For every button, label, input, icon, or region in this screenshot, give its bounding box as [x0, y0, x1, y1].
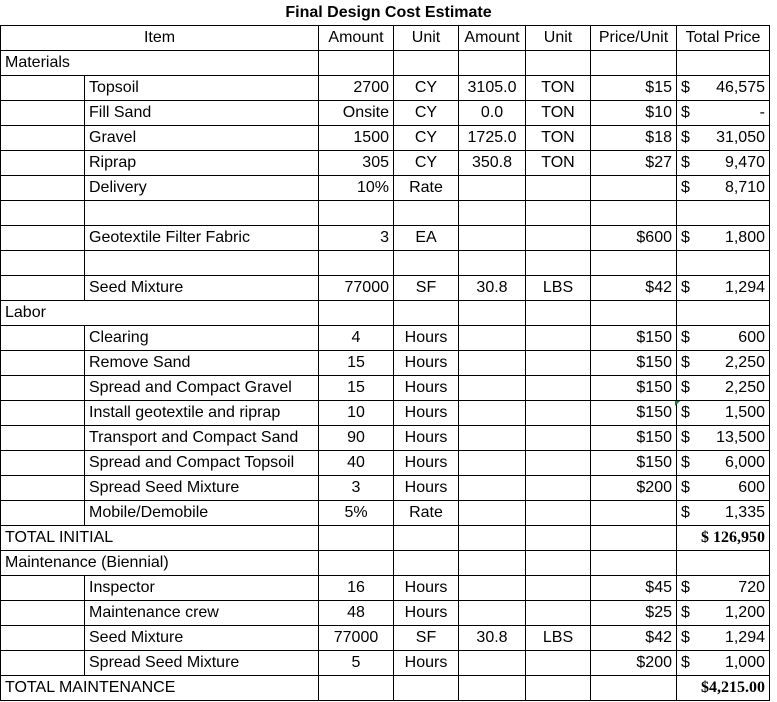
amount-cell: 5 [319, 651, 394, 676]
empty-cell [459, 201, 526, 226]
section-label: Maintenance (Biennial) [1, 551, 319, 576]
price-unit-cell: $200 [591, 651, 677, 676]
header-amount2: Amount [459, 26, 526, 51]
amount2-cell: 350.8 [459, 151, 526, 176]
total-price-cell [677, 101, 770, 126]
total-label: TOTAL INITIAL [1, 526, 319, 551]
unit2-cell [526, 576, 591, 601]
table-row [1, 576, 770, 601]
total-value: $ 126,950 [677, 526, 770, 551]
amount-cell: 10 [319, 401, 394, 426]
amount-cell: 40 [319, 451, 394, 476]
empty-cell [394, 301, 459, 326]
amount2-cell [459, 226, 526, 251]
price-unit-cell: $45 [591, 576, 677, 601]
unit2-cell [526, 426, 591, 451]
item-name: Install geotextile and riprap [85, 401, 319, 426]
item-name: Fill Sand [85, 101, 319, 126]
unit-cell: EA [394, 226, 459, 251]
total-price-value: 720 [738, 579, 765, 596]
unit2-cell: LBS [526, 626, 591, 651]
unit2-cell [526, 501, 591, 526]
header-total-price: Total Price [677, 26, 770, 51]
blank-row [1, 201, 770, 226]
amount-cell: 5% [319, 501, 394, 526]
currency-symbol: $ [681, 354, 690, 371]
item-name: Seed Mixture [85, 276, 319, 301]
table-row [1, 426, 770, 451]
item-name: Spread Seed Mixture [85, 651, 319, 676]
amount-cell: 4 [319, 326, 394, 351]
table-row [1, 376, 770, 401]
currency-symbol: $ [681, 579, 690, 596]
empty-cell [85, 251, 319, 276]
header-unit2: Unit [526, 26, 591, 51]
indent-cell [1, 451, 85, 476]
indent-cell [1, 501, 85, 526]
total-price-cell [677, 401, 770, 426]
amount-cell: 48 [319, 601, 394, 626]
empty-cell [459, 551, 526, 576]
total-value: $4,215.00 [677, 676, 770, 701]
empty-cell [677, 251, 770, 276]
unit-cell: Hours [394, 651, 459, 676]
unit2-cell: TON [526, 76, 591, 101]
total-price-value: 46,575 [716, 79, 765, 96]
empty-cell [526, 526, 591, 551]
indent-cell [1, 476, 85, 501]
table-row [1, 351, 770, 376]
item-name: Geotextile Filter Fabric [85, 226, 319, 251]
section-label: Materials [1, 51, 319, 76]
item-name: Topsoil [85, 76, 319, 101]
price-unit-cell: $600 [591, 226, 677, 251]
cell-comment-marker [675, 401, 680, 406]
price-unit-cell: $150 [591, 326, 677, 351]
price-unit-cell: $150 [591, 401, 677, 426]
price-unit-cell: $150 [591, 426, 677, 451]
item-name: Transport and Compact Sand [85, 426, 319, 451]
amount-cell: 2700 [319, 76, 394, 101]
currency-symbol: $ [681, 79, 690, 96]
total-price-value: 8,710 [724, 179, 765, 196]
empty-cell [319, 676, 394, 701]
header-price-unit: Price/Unit [591, 26, 677, 51]
currency-symbol: $ [681, 279, 690, 296]
total-price-value: 600 [738, 479, 765, 496]
empty-cell [394, 201, 459, 226]
empty-cell [591, 201, 677, 226]
price-unit-cell: $27 [591, 151, 677, 176]
empty-cell [677, 201, 770, 226]
amount2-cell [459, 401, 526, 426]
total-price-cell [677, 376, 770, 401]
unit-cell: Hours [394, 426, 459, 451]
sheet-title: Final Design Cost Estimate [285, 4, 492, 21]
currency-symbol: $ [681, 604, 690, 621]
unit-cell: Hours [394, 451, 459, 476]
total-price-value: 1,294 [724, 629, 765, 646]
total-price-cell [677, 501, 770, 526]
empty-cell [319, 526, 394, 551]
indent-cell [1, 76, 85, 101]
empty-cell [591, 51, 677, 76]
total-initial-row [1, 526, 770, 551]
price-unit-cell: $10 [591, 101, 677, 126]
table-row [1, 151, 770, 176]
unit2-cell [526, 326, 591, 351]
unit2-cell [526, 351, 591, 376]
currency-symbol: $ [681, 479, 690, 496]
amount-cell: 3 [319, 476, 394, 501]
table-row [1, 176, 770, 201]
empty-cell [394, 251, 459, 276]
indent-cell [1, 351, 85, 376]
table-row [1, 326, 770, 351]
price-unit-cell: $42 [591, 276, 677, 301]
section-label: Labor [1, 301, 319, 326]
unit-cell: CY [394, 151, 459, 176]
header-row [1, 26, 770, 51]
total-price-cell [677, 151, 770, 176]
currency-symbol: $ [681, 629, 690, 646]
total-price-cell [677, 176, 770, 201]
currency-symbol: $ [681, 154, 690, 171]
unit-cell: CY [394, 76, 459, 101]
currency-symbol: $ [681, 504, 690, 521]
total-price-cell [677, 326, 770, 351]
amount2-cell [459, 476, 526, 501]
total-price-value: 1,800 [724, 229, 765, 246]
amount2-cell [459, 601, 526, 626]
currency-symbol: $ [681, 229, 690, 246]
empty-cell [591, 551, 677, 576]
empty-cell [319, 201, 394, 226]
table-row [1, 626, 770, 651]
unit-cell: Hours [394, 601, 459, 626]
amount2-cell [459, 376, 526, 401]
item-name: Inspector [85, 576, 319, 601]
item-name: Gravel [85, 126, 319, 151]
total-price-value: 13,500 [716, 429, 765, 446]
unit2-cell: TON [526, 151, 591, 176]
unit-cell: CY [394, 126, 459, 151]
currency-symbol: $ [681, 454, 690, 471]
item-name: Maintenance crew [85, 601, 319, 626]
item-name: Seed Mixture [85, 626, 319, 651]
indent-cell [1, 126, 85, 151]
currency-symbol: $ [681, 329, 690, 346]
empty-cell [526, 676, 591, 701]
amount2-cell [459, 576, 526, 601]
empty-cell [526, 251, 591, 276]
section-materials [1, 51, 770, 76]
unit2-cell [526, 451, 591, 476]
unit-cell: SF [394, 276, 459, 301]
total-price-cell [677, 76, 770, 101]
amount-cell: 15 [319, 351, 394, 376]
table-row [1, 476, 770, 501]
amount2-cell [459, 451, 526, 476]
currency-symbol: $ [681, 404, 690, 421]
total-price-cell [677, 601, 770, 626]
table-row [1, 601, 770, 626]
table-row [1, 76, 770, 101]
price-unit-cell: $200 [591, 476, 677, 501]
indent-cell [1, 151, 85, 176]
total-price-cell [677, 476, 770, 501]
amount2-cell [459, 176, 526, 201]
unit-cell: Hours [394, 351, 459, 376]
total-price-value: 2,250 [724, 379, 765, 396]
amount2-cell: 0.0 [459, 101, 526, 126]
blank-row [1, 251, 770, 276]
price-unit-cell: $15 [591, 76, 677, 101]
unit-cell: SF [394, 626, 459, 651]
table-row [1, 451, 770, 476]
empty-cell [319, 551, 394, 576]
total-price-cell [677, 426, 770, 451]
amount2-cell [459, 326, 526, 351]
indent-cell [1, 101, 85, 126]
price-unit-cell: $150 [591, 351, 677, 376]
unit-cell: Hours [394, 401, 459, 426]
empty-cell [591, 251, 677, 276]
unit2-cell [526, 601, 591, 626]
price-unit-cell: $150 [591, 451, 677, 476]
header-amount: Amount [319, 26, 394, 51]
amount-cell: 90 [319, 426, 394, 451]
table-row [1, 126, 770, 151]
currency-symbol: $ [681, 104, 690, 121]
indent-cell [1, 651, 85, 676]
empty-cell [526, 51, 591, 76]
section-maintenance [1, 551, 770, 576]
total-price-value: - [759, 104, 765, 121]
indent-cell [1, 601, 85, 626]
item-name: Delivery [85, 176, 319, 201]
empty-cell [394, 526, 459, 551]
amount2-cell [459, 351, 526, 376]
amount-cell: 3 [319, 226, 394, 251]
total-label: TOTAL MAINTENANCE [1, 676, 319, 701]
amount2-cell: 3105.0 [459, 76, 526, 101]
empty-cell [591, 301, 677, 326]
empty-cell [394, 51, 459, 76]
price-unit-cell: $18 [591, 126, 677, 151]
header-item: Item [1, 26, 319, 51]
table-row [1, 651, 770, 676]
empty-cell [394, 551, 459, 576]
unit2-cell [526, 401, 591, 426]
empty-cell [677, 551, 770, 576]
item-name: Spread and Compact Topsoil [85, 451, 319, 476]
table-row [1, 401, 770, 426]
unit2-cell [526, 226, 591, 251]
indent-cell [1, 376, 85, 401]
price-unit-cell: $150 [591, 376, 677, 401]
empty-cell [319, 301, 394, 326]
empty-cell [677, 301, 770, 326]
price-unit-cell [591, 176, 677, 201]
price-unit-cell [591, 501, 677, 526]
total-price-value: 9,470 [724, 154, 765, 171]
empty-cell [1, 201, 85, 226]
amount-cell: Onsite [319, 101, 394, 126]
currency-symbol: $ [681, 129, 690, 146]
item-name: Clearing [85, 326, 319, 351]
indent-cell [1, 176, 85, 201]
total-price-value: 1,500 [724, 404, 765, 421]
amount2-cell [459, 501, 526, 526]
table-row [1, 226, 770, 251]
empty-cell [85, 201, 319, 226]
item-name: Spread Seed Mixture [85, 476, 319, 501]
item-name: Riprap [85, 151, 319, 176]
amount-cell: 10% [319, 176, 394, 201]
item-name: Remove Sand [85, 351, 319, 376]
empty-cell [591, 526, 677, 551]
empty-cell [319, 51, 394, 76]
empty-cell [526, 551, 591, 576]
unit-cell: Rate [394, 501, 459, 526]
unit2-cell [526, 476, 591, 501]
unit-cell: Hours [394, 376, 459, 401]
cost-estimate-table [0, 25, 770, 701]
unit2-cell [526, 376, 591, 401]
total-price-value: 600 [738, 329, 765, 346]
amount2-cell: 30.8 [459, 276, 526, 301]
empty-cell [677, 51, 770, 76]
empty-cell [1, 251, 85, 276]
unit2-cell [526, 651, 591, 676]
unit2-cell: TON [526, 126, 591, 151]
total-price-value: 1,335 [724, 504, 765, 521]
unit-cell: CY [394, 101, 459, 126]
indent-cell [1, 401, 85, 426]
amount2-cell: 30.8 [459, 626, 526, 651]
amount-cell: 16 [319, 576, 394, 601]
total-price-value: 6,000 [724, 454, 765, 471]
indent-cell [1, 626, 85, 651]
price-unit-cell: $42 [591, 626, 677, 651]
currency-symbol: $ [681, 379, 690, 396]
unit2-cell: TON [526, 101, 591, 126]
currency-symbol: $ [681, 654, 690, 671]
total-price-cell [677, 226, 770, 251]
table-row [1, 276, 770, 301]
unit-cell: Hours [394, 476, 459, 501]
amount2-cell: 1725.0 [459, 126, 526, 151]
amount2-cell [459, 651, 526, 676]
table-row [1, 501, 770, 526]
header-unit: Unit [394, 26, 459, 51]
section-labor [1, 301, 770, 326]
total-price-value: 1,294 [724, 279, 765, 296]
unit-cell: Rate [394, 176, 459, 201]
total-price-value: 1,000 [724, 654, 765, 671]
empty-cell [459, 526, 526, 551]
amount-cell: 1500 [319, 126, 394, 151]
total-price-value: 31,050 [716, 129, 765, 146]
amount-cell: 77000 [319, 626, 394, 651]
price-unit-cell: $25 [591, 601, 677, 626]
indent-cell [1, 276, 85, 301]
amount-cell: 305 [319, 151, 394, 176]
table-row [1, 101, 770, 126]
indent-cell [1, 426, 85, 451]
amount-cell: 15 [319, 376, 394, 401]
amount2-cell [459, 426, 526, 451]
total-price-cell [677, 651, 770, 676]
empty-cell [394, 676, 459, 701]
indent-cell [1, 576, 85, 601]
total-price-cell [677, 576, 770, 601]
empty-cell [459, 676, 526, 701]
unit-cell: Hours [394, 326, 459, 351]
total-price-cell [677, 126, 770, 151]
empty-cell [526, 301, 591, 326]
empty-cell [459, 301, 526, 326]
empty-cell [591, 676, 677, 701]
unit2-cell: LBS [526, 276, 591, 301]
currency-symbol: $ [681, 179, 690, 196]
total-price-value: 1,200 [724, 604, 765, 621]
indent-cell [1, 226, 85, 251]
unit-cell: Hours [394, 576, 459, 601]
amount-cell: 77000 [319, 276, 394, 301]
total-maintenance-row [1, 676, 770, 701]
empty-cell [459, 51, 526, 76]
empty-cell [526, 201, 591, 226]
total-price-cell [677, 626, 770, 651]
total-price-cell [677, 351, 770, 376]
item-name: Mobile/Demobile [85, 501, 319, 526]
indent-cell [1, 326, 85, 351]
currency-symbol: $ [681, 429, 690, 446]
empty-cell [319, 251, 394, 276]
unit2-cell [526, 176, 591, 201]
item-name: Spread and Compact Gravel [85, 376, 319, 401]
total-price-cell [677, 276, 770, 301]
empty-cell [459, 251, 526, 276]
total-price-value: 2,250 [724, 354, 765, 371]
total-price-cell [677, 451, 770, 476]
